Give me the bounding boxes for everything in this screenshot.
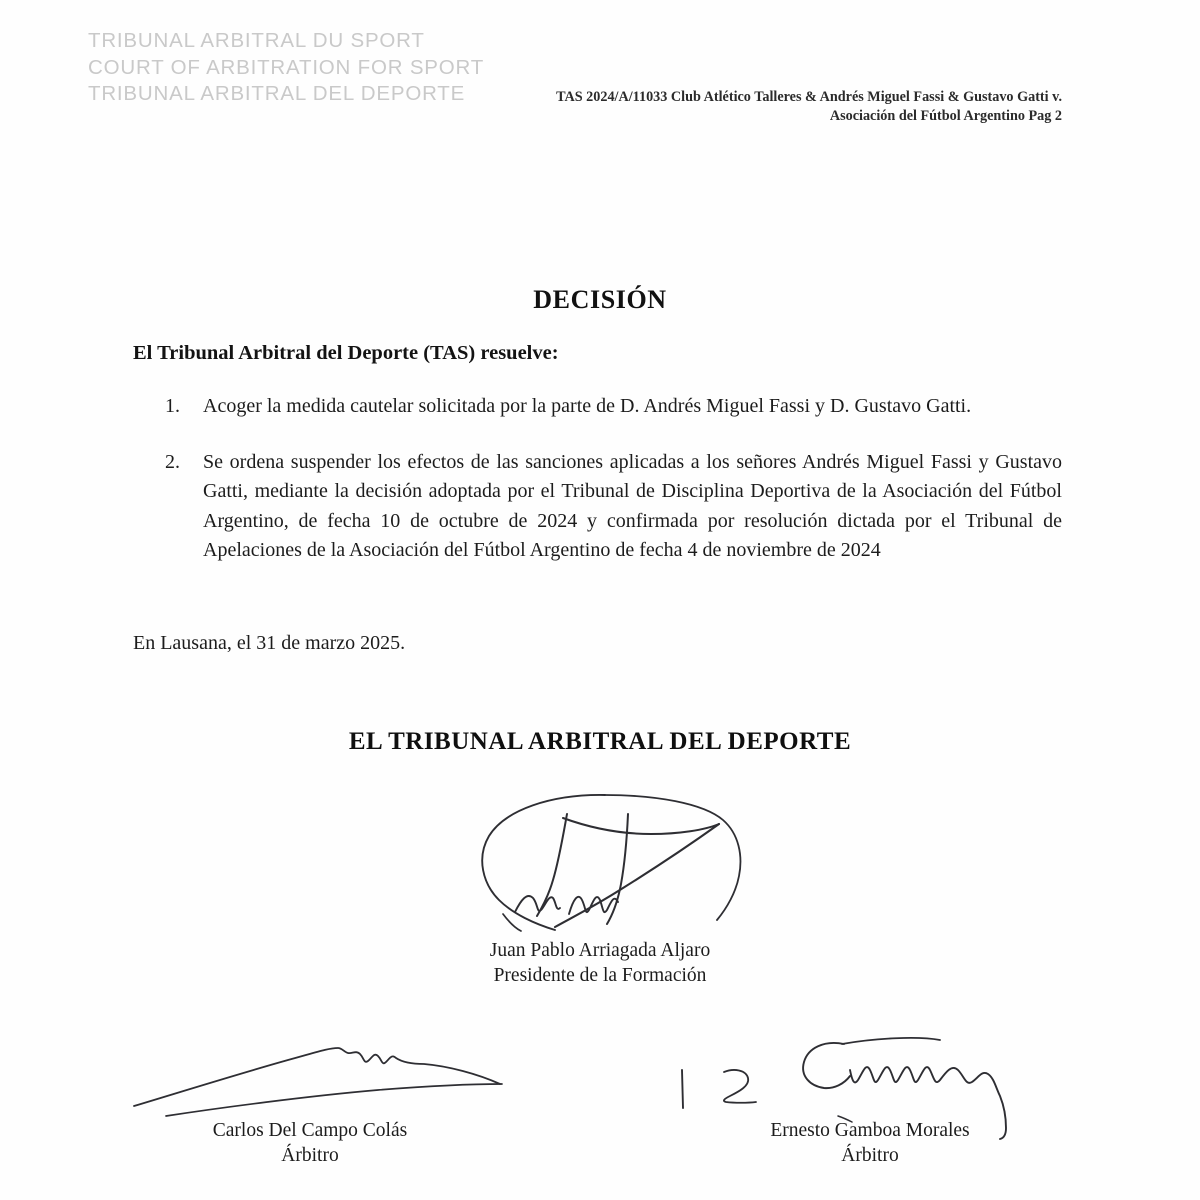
letterhead-line-en: COURT OF ARBITRATION FOR SPORT xyxy=(88,55,485,79)
cas-letterhead xyxy=(88,28,484,108)
decision-title: DECISIÓN xyxy=(533,285,667,314)
arbitrator-right-role: Árbitro xyxy=(841,1145,899,1166)
president-name: Juan Pablo Arriagada Aljaro xyxy=(489,940,711,961)
item-number: 2. xyxy=(165,450,180,473)
case-reference: TAS 2024/A/11033 Club Atlético Talleres & Andrés Miguel Fassi & Gustavo Gatti v. Asociación del Fútbol Argentino Pag 2 xyxy=(556,89,1062,124)
item-number: 1. xyxy=(165,395,180,417)
president-role: Presidente de la Formación xyxy=(493,965,707,986)
signature-block-arbitrator-right xyxy=(670,1118,1070,1168)
tribunal-heading: EL TRIBUNAL ARBITRAL DEL DEPORTE xyxy=(348,728,852,755)
resolve-line: El Tribunal Arbitral del Deporte (TAS) resuelve: xyxy=(133,342,559,364)
letterhead-line-es: TRIBUNAL ARBITRAL DEL DEPORTE xyxy=(88,82,466,105)
arbitrator-right-name: Ernesto Gamboa Morales xyxy=(770,1120,970,1141)
signature-block-president xyxy=(0,938,1200,988)
arbitrator-left-role: Árbitro xyxy=(281,1145,339,1166)
place-and-date: En Lausana, el 31 de marzo 2025. xyxy=(133,632,406,654)
decision-item xyxy=(133,392,1062,422)
decision-item xyxy=(133,448,1062,566)
arbitrator-left-name: Carlos Del Campo Colás xyxy=(212,1120,408,1141)
signature-block-arbitrator-left xyxy=(110,1118,510,1168)
letterhead-line-fr: TRIBUNAL ARBITRAL DU SPORT xyxy=(88,29,425,52)
decision-items xyxy=(133,392,1062,566)
arbitrator-left-signature-ink xyxy=(128,1028,528,1123)
president-signature-ink xyxy=(455,788,755,938)
item-text: Acoger la medida cautelar solicitada por la parte de D. Andrés Miguel Fassi y D. Gustavo Gatti. xyxy=(203,395,972,417)
item-text: Se ordena suspender los efectos de las sanciones aplicadas a los señores Andrés Miguel Fassi y Gustavo Gatti, mediante la decisión adoptada por el Tribunal de Disciplina Deportiva de la Asociación del Fútbol Argentino, de fecha 10 de octubre de 2024 y confirmada por resolución dictada por el Tribunal de Apelaciones de la Asociación del Fútbol Argentino de fecha 4 de noviembre de 2024 xyxy=(203,450,1062,561)
